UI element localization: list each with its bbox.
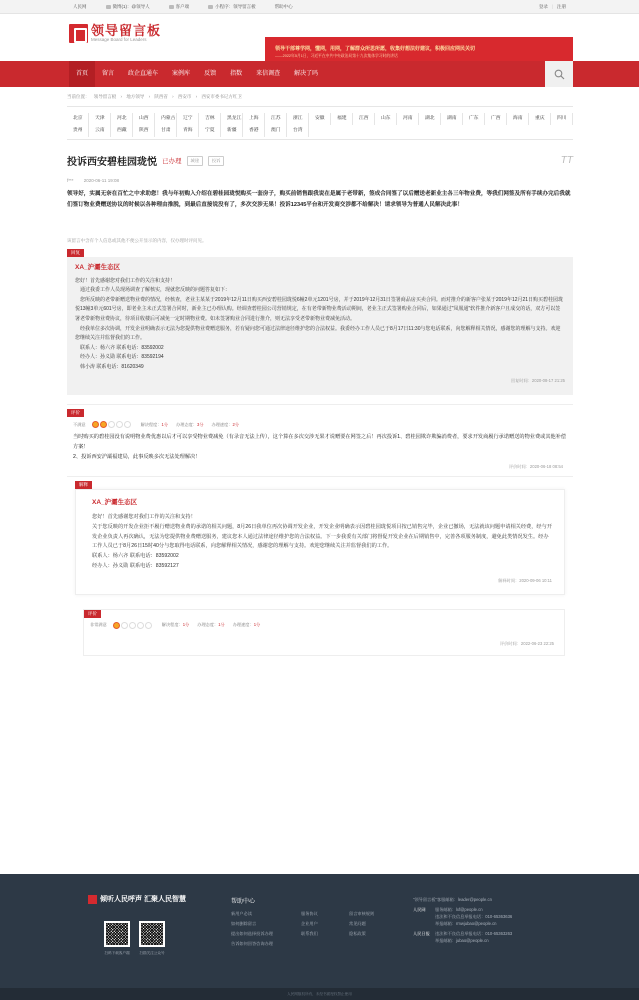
message-date: 2020-06-11 19:08 (83, 178, 119, 183)
reply-paragraph: 经我单位多次协调，开发企业明确表示无法为您提供物业费赠送服务，若有疑问您可通过法律途径维护您的合法权益。我委经办工作人员已于8月17日11:30与您电话联系，向您解释相关情况，感谢您的理解与支持。欢迎您继续关注并监督我们的工作。 (75, 325, 561, 342)
explanation-paragraph: 联系人：杨六齐 联系电话：83592002 (92, 553, 179, 560)
breadcrumb-separator: › (195, 94, 198, 99)
reply-section (67, 249, 573, 395)
evaluation-paragraph: 2、投诉西安沪灞福建局，此事反映多次无法处理解决！ (73, 454, 201, 461)
contact-org: 人民网 (413, 907, 426, 912)
evaluation-label: 评价 (84, 610, 101, 618)
contact-line: 服务邮箱：lxf@people.cn (435, 907, 483, 912)
topbar-link-app[interactable] (169, 4, 190, 10)
province-link[interactable]: 云南 (89, 125, 111, 137)
banner-headline: 领导干部尊学网，懂网，用网，了解群众所思所愿，收集好想法好建议，积极回应网民关切 (275, 45, 476, 52)
province-link[interactable]: 台湾 (287, 125, 309, 137)
nav-item-solved[interactable]: 解决了吗 (294, 71, 319, 77)
province-link[interactable]: 湖南 (441, 113, 463, 125)
province-link[interactable]: 河南 (397, 113, 419, 125)
metric-attitude: 办理态度：1分 (197, 622, 225, 627)
rating-star-icon (100, 421, 107, 428)
reply-date: 回复时间：2020-08-17 21:25 (510, 377, 565, 383)
rating-star-icon (129, 622, 136, 629)
province-link[interactable]: 吉林 (199, 113, 221, 125)
qr-label: 扫码下载客户端 (104, 951, 130, 955)
contact-line: 违法和不良信息举报电话：010-65363636 (435, 914, 513, 919)
satisfaction-text: 不满意 (73, 421, 86, 427)
rating-star-icon (92, 421, 99, 428)
topbar-link-help[interactable] (275, 4, 293, 10)
help-link[interactable]: 告诉如何回答咨询办理 (231, 941, 273, 946)
reply-label: 回复 (67, 249, 84, 257)
nav-item-message[interactable]: 留言 (102, 71, 115, 77)
topbar-link-label: 微博(1)：@领导人 (112, 3, 150, 9)
breadcrumb-item[interactable]: 西安市 (177, 94, 192, 99)
province-link[interactable]: 海南 (507, 113, 529, 125)
copyright: 人民网版权所有，未经书面授权禁止使用 (0, 988, 639, 1000)
message-body: 领导好，实属无奈在百忙之中求助您！我与年初购入介绍在碧桂园珑悦购买一套房子，购买前销售跟我说在是属于老带新，签成合同签了以后赠送老新业主各三年物业费，等我们网签及所有手续办完后我就们签订物业费赠送协议的时候以各种理由推脱，到最后直接说没有了，多次交涉无果！投诉12345平台和开发商交涉都不给解决！请求领导为普通人民解决此事！ (67, 191, 571, 208)
nav-item-survey[interactable]: 来信调查 (256, 71, 281, 77)
help-center (231, 896, 397, 947)
qr-code-app (104, 921, 130, 947)
second-evaluation (83, 609, 565, 656)
rating-star-icon (116, 421, 123, 428)
province-link[interactable]: 广西 (485, 113, 507, 125)
rating-stars (113, 622, 152, 629)
official-explanation (75, 489, 565, 594)
explanation-date: 解释时间：2020-09-06 10:11 (498, 577, 552, 583)
explanation-paragraph: 关于您反映的开发企业拒不履行赠送物业费的承诺的相关问题，8月26日我单位再次协调开发企业，开发企业明确表示因碧桂园珑悦项目按已销售完毕，企业已撤场，无法就该问题申请相关经费，经与开发企业负责人再次确认，无法为您提供物业费赠送服务，建议您本人通过法律途径维护您的合法权益。下一步我委有关部门将督促开发企业在后期销售中，完善各项服务制度，避免此类情况发生。经办工作人员已于8月26日15时40分与您取得电话联系，向您解释相关情况，感谢您的理解与支持。欢迎您继续关注并监督我们的工作。 (92, 523, 552, 550)
province-link[interactable]: 内蒙古 (155, 113, 177, 125)
province-link[interactable]: 甘肃 (155, 125, 177, 137)
province-link[interactable]: 宁夏 (199, 125, 221, 137)
evaluation-date: 评价时间：2022-06-23 22:25 (499, 640, 554, 646)
province-list (67, 107, 573, 140)
province-link[interactable]: 山东 (375, 113, 397, 125)
breadcrumb-separator: › (172, 94, 174, 99)
province-link[interactable]: 陕西 (133, 125, 155, 137)
weibo-icon (106, 5, 111, 9)
contact-line: 举报邮箱：jubao@people.cn (435, 938, 489, 943)
province-link[interactable]: 山西 (133, 113, 155, 125)
logo-mark-icon (69, 24, 88, 43)
contact-org: 人民日报 (413, 931, 430, 936)
help-link[interactable]: 留言审核规则 (349, 911, 375, 916)
explanation-section (67, 476, 573, 655)
province-link[interactable]: 湖北 (419, 113, 441, 125)
metric-resolve: 解决程度：1分 (161, 622, 190, 627)
explanation-org: XA_沪灞生态区 (92, 499, 138, 507)
explanation-paragraph: 您好！首先感谢您对我们工作的关注和支持！ (92, 513, 196, 520)
reply-org: XA_沪灞生态区 (75, 264, 121, 271)
topbar-link-people[interactable] (73, 4, 87, 10)
rating-star-icon (145, 622, 152, 629)
main-nav (0, 61, 639, 87)
rating-star-icon (113, 622, 120, 629)
rating-star-icon (108, 421, 115, 428)
message-author: f*** (67, 178, 74, 183)
reply-paragraph: 通过我委工作人员现场调查了解核实，现就您反映的问题答复如下： (75, 287, 231, 294)
rating-star-icon (137, 622, 144, 629)
help-title: 帮助中心 (231, 899, 256, 905)
province-link[interactable]: 香港 (243, 125, 265, 137)
evaluation-paragraph: 当时购买的碧桂园没有说明物业费优惠以后才可以享受物业费减免（有录音无法上传），这个算在多次交涉无果才说赠要在网签之后！再次投诉1、碧桂园欺诈欺骗消费者，要求开发商履行承诺赠送的物业费或其他补偿方案！ (73, 434, 567, 451)
metric-speed: 办理速度：1分 (232, 622, 261, 627)
top-utility-bar (0, 0, 639, 14)
message-title: 投诉西安碧桂园珑悦 (67, 157, 157, 168)
message-meta (67, 178, 573, 183)
rating-row (67, 417, 573, 432)
privacy-notice: 该留言中含有个人信息或其他不便公开显示的内容，仅办理时评问见。 (67, 238, 207, 243)
province-link[interactable]: 澳门 (265, 125, 287, 137)
footer-slogan: 倾听人民呼声 汇聚人民智慧 (100, 896, 186, 903)
help-link[interactable]: 联系我们 (301, 931, 318, 936)
help-link[interactable]: 隐私政策 (349, 931, 366, 936)
help-link[interactable]: 提出如何选择投诉办理 (231, 931, 273, 936)
breadcrumb-separator: › (120, 94, 123, 99)
contact-line: 举报邮箱：rmwjubao@people.cn (435, 921, 497, 926)
reply-paragraph: 经办人：孙义勋 联系电话：83592194 (75, 354, 164, 361)
search-icon (554, 69, 565, 80)
official-reply (67, 257, 573, 395)
help-link[interactable]: 如何删除留言 (231, 921, 257, 926)
province-link[interactable]: 上海 (243, 113, 265, 125)
logo-subtitle: Message Board for Leaders (91, 37, 147, 42)
breadcrumb-item[interactable]: 领导留言板 (93, 94, 117, 99)
topbar-link-label: 客户端 (175, 3, 190, 9)
province-link[interactable]: 西藏 (111, 125, 133, 137)
rating-row (84, 618, 564, 633)
site-logo[interactable] (69, 24, 161, 43)
rating-star-icon (124, 421, 131, 428)
help-link[interactable]: 服务协议 (301, 911, 318, 916)
province-link[interactable]: 青海 (177, 125, 199, 137)
contact-info (413, 896, 512, 944)
nav-item-enterprise[interactable]: 政企直通车 (128, 71, 159, 77)
rating-star-icon (121, 622, 128, 629)
logo-title: 领导留言板 (91, 23, 162, 38)
province-link[interactable]: 福建 (331, 113, 353, 125)
breadcrumb-separator: › (148, 94, 151, 99)
explanation-paragraph: 经办人：孙义勋 联系电话：83592127 (92, 562, 179, 569)
help-link[interactable]: 企业用户 (301, 921, 318, 926)
evaluation-section (67, 404, 573, 470)
topbar-link-weibo[interactable] (106, 4, 150, 10)
miniapp-icon (208, 5, 213, 9)
site-header (0, 14, 639, 60)
topbar-link-label: 帮助中心 (274, 3, 293, 9)
breadcrumb-prefix: 当前位置： (67, 94, 90, 99)
province-link[interactable]: 黑龙江 (221, 113, 243, 125)
tag-category: 城建 (187, 156, 203, 166)
qr-code-wechat (139, 921, 165, 947)
tag-type: 投诉 (208, 156, 224, 166)
province-link[interactable]: 河北 (111, 113, 133, 125)
province-link[interactable]: 江苏 (265, 113, 287, 125)
font-size-icon[interactable]: TT (560, 155, 573, 166)
footer-logo (88, 894, 186, 904)
province-link[interactable]: 江西 (353, 113, 375, 125)
nav-item-index[interactable]: 指数 (230, 71, 243, 77)
province-link[interactable]: 浙江 (287, 113, 309, 125)
province-link[interactable]: 安徽 (309, 113, 331, 125)
metric-attitude: 办理态度：3分 (176, 421, 204, 427)
topbar-link-label: 人民网 (73, 3, 87, 9)
nav-item-cases[interactable]: 案例库 (172, 71, 191, 77)
breadcrumb-item[interactable]: 陕西省 (154, 94, 168, 99)
divider: | (551, 4, 553, 9)
evaluation-label: 评价 (67, 409, 84, 417)
metric-speed: 办理速度：2分 (211, 421, 240, 427)
login-link[interactable]: 登录 (538, 3, 548, 9)
province-link[interactable]: 广东 (463, 113, 485, 125)
province-link[interactable]: 北京 (67, 113, 89, 125)
rating-stars (92, 421, 131, 428)
reply-paragraph: 韩小涛 联系电话：81620349 (75, 363, 144, 370)
status-badge: 已办理 (162, 158, 182, 165)
breadcrumb-item[interactable]: 西安市委书记方红卫 (201, 94, 242, 99)
reply-paragraph: 您所反映的老带新赠送物业费的情况，经核查，老业主某某于2019年12月11日购买西安碧桂园珑悦6幢2单元1201号房，并于2019年12月31日签署商品房买卖合同。而对推介的新客户张某于2019年12月21日购买碧桂园珑悦13幢3单元601号房，即老业主未正式签署合同时，新业主已办理认购。经调查碧桂园公司营销规定，在有老带新物业费活动期间，老业主正式签署购业合同后，如果通过"凤凰通"软件推介新客户且成交的话，双方可以签署老带新物业费协议，待项目收楼后可减免一定时期物业费。如未签署购业合同进行推介，则无法享受老带新物业费减免活动。 (75, 296, 564, 322)
topbar-link-miniapp[interactable] (208, 4, 256, 10)
province-link[interactable]: 天津 (89, 113, 111, 125)
satisfaction-text: 非常满意 (90, 622, 107, 627)
reply-paragraph: 您好！首先感谢您对我们工作的关注和支持！ (75, 277, 176, 284)
site-footer (0, 874, 639, 1000)
breadcrumb (67, 94, 573, 107)
province-link[interactable]: 重庆 (529, 113, 551, 125)
search-button[interactable] (545, 61, 573, 87)
breadcrumb-item[interactable]: 地方领导 (126, 94, 145, 99)
reply-paragraph: 联系人：杨六齐 联系电话：83592002 (75, 344, 164, 351)
contact-line: "领导留言板"客服邮箱：leader@people.cn (413, 897, 492, 902)
main-content (67, 87, 573, 656)
help-link[interactable]: 新用户必读 (231, 911, 252, 916)
province-link[interactable]: 贵州 (67, 125, 89, 137)
explanation-label: 解释 (75, 481, 92, 489)
help-link[interactable]: 常见问题 (349, 921, 366, 926)
evaluation-text (67, 432, 573, 462)
topbar-link-label: 小程序：领导留言板 (215, 3, 256, 9)
logo-mark-icon (88, 895, 97, 904)
province-link[interactable]: 辽宁 (177, 113, 199, 125)
metric-resolve: 解决程度：1分 (140, 421, 169, 427)
register-link[interactable]: 注册 (557, 3, 566, 9)
nav-item-feedback[interactable]: 反馈 (204, 71, 217, 77)
contact-line: 违法和不良信息举报电话：010-65363263 (435, 931, 513, 936)
nav-item-home[interactable]: 首页 (69, 61, 95, 87)
province-link[interactable]: 新疆 (221, 125, 243, 137)
banner-quote: ——2022年5月1日，习近平在中共中央政治局第十九次集体学习时的讲话 (275, 53, 398, 58)
province-link[interactable]: 四川 (551, 113, 573, 125)
message-header (67, 153, 573, 168)
phone-icon (169, 5, 174, 9)
qr-label: 扫描关注公众号 (139, 951, 165, 955)
evaluation-date: 评价时间：2020-06-18 08:54 (508, 464, 563, 470)
